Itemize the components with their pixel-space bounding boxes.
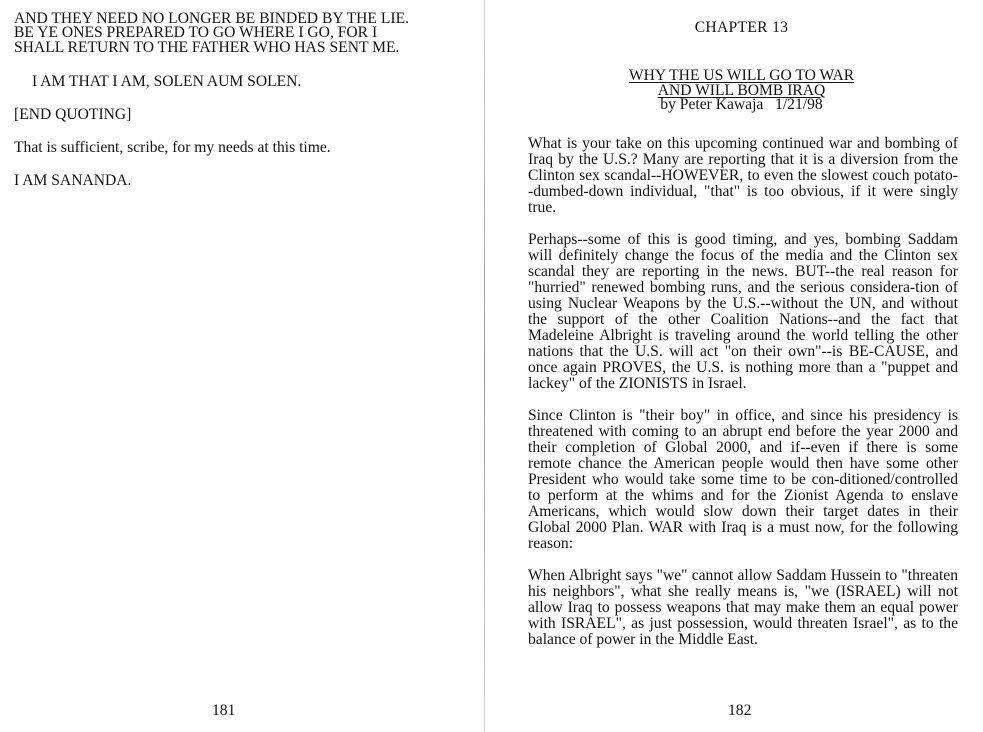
paragraph: Since Clinton is "their boy" in office, and since his presidency is threatened with coming to an abrupt end before the year 2000 and their completion of Global 2000, and if--even if there is some remote chance the American people would then have some other President who would take some time to be con-ditioned/controlled to perform at the whims and for the Zionist Agenda to enslave Americans, which would slow down their target dates in their Global 2000 Plan. WAR with Iraq is a must now, for the following reason: — [528, 407, 958, 552]
paragraph: When Albright says "we" cannot allow Saddam Hussein to "threaten his neighbors", what she really means is, "we (ISRAEL) will not allow Iraq to possess weapons that may make them an equal power with ISRAEL", as just possession, would threaten Israel", as to the balance of power in the Middle East. — [528, 567, 958, 648]
closing-quote-line-2: BE YE ONES PREPARED TO GO WHERE I GO, FOR I — [14, 24, 378, 42]
right-page — [500, 0, 983, 732]
sufficient-statement: That is sufficient, scribe, for my needs at this time. — [14, 138, 331, 156]
closing-quote-line-1: AND THEY NEED NO LONGER BE BINDED BY THE LIE. — [14, 10, 409, 27]
paragraph: Perhaps--some of this is good timing, and yes, bombing Saddam will definitely change the focus of the media and the Clinton sex scandal they are reporting in the news. BUT--the real reason for "hurried" renewed bombing runs, and the serious considera-tion of using Nuclear Weapons by the U.S.--without the UN, and without the support of the other Coalition Nations--and the fact that Madeleine Albright is traveling around the world telling the other nations that the U.S. will act "on their own"--is BE-CAUSE, and once again PROVES, the U.S. is nothing more than a "puppet and lackey" of the ZIONISTS in Israel. — [528, 231, 958, 392]
affirmation: I AM THAT I AM, SOLEN AUM SOLEN. — [32, 72, 302, 90]
closing-quote-line-3: SHALL RETURN TO THE FATHER WHO HAS SENT ME. — [14, 38, 400, 56]
book-gutter — [484, 0, 485, 732]
article-body — [528, 136, 958, 648]
article-title-line-1: WHY THE US WILL GO TO WAR — [628, 67, 855, 84]
byline: by Peter Kawaja 1/21/98 — [660, 96, 823, 114]
chapter-heading: CHAPTER 13 — [694, 19, 789, 36]
page-number-left: 181 — [212, 702, 236, 719]
signature: I AM SANANDA. — [14, 171, 132, 189]
left-page-text — [14, 12, 454, 189]
end-quoting-marker: [END QUOTING] — [14, 105, 132, 123]
paragraph: What is your take on this upcoming continued war and bombing of Iraq by the U.S.? Many are reporting that it is a diversion from the Clinton sex scandal--HOWEVER, to even the slowest couch potato--dumbed-down individual, "that" is too obvious, if it were singly true. — [528, 135, 958, 216]
article-title-line-2: AND WILL BOMB IRAQ — [657, 81, 826, 99]
page-number-right: 182 — [728, 702, 752, 719]
article-title — [500, 69, 983, 113]
left-page — [0, 0, 470, 732]
